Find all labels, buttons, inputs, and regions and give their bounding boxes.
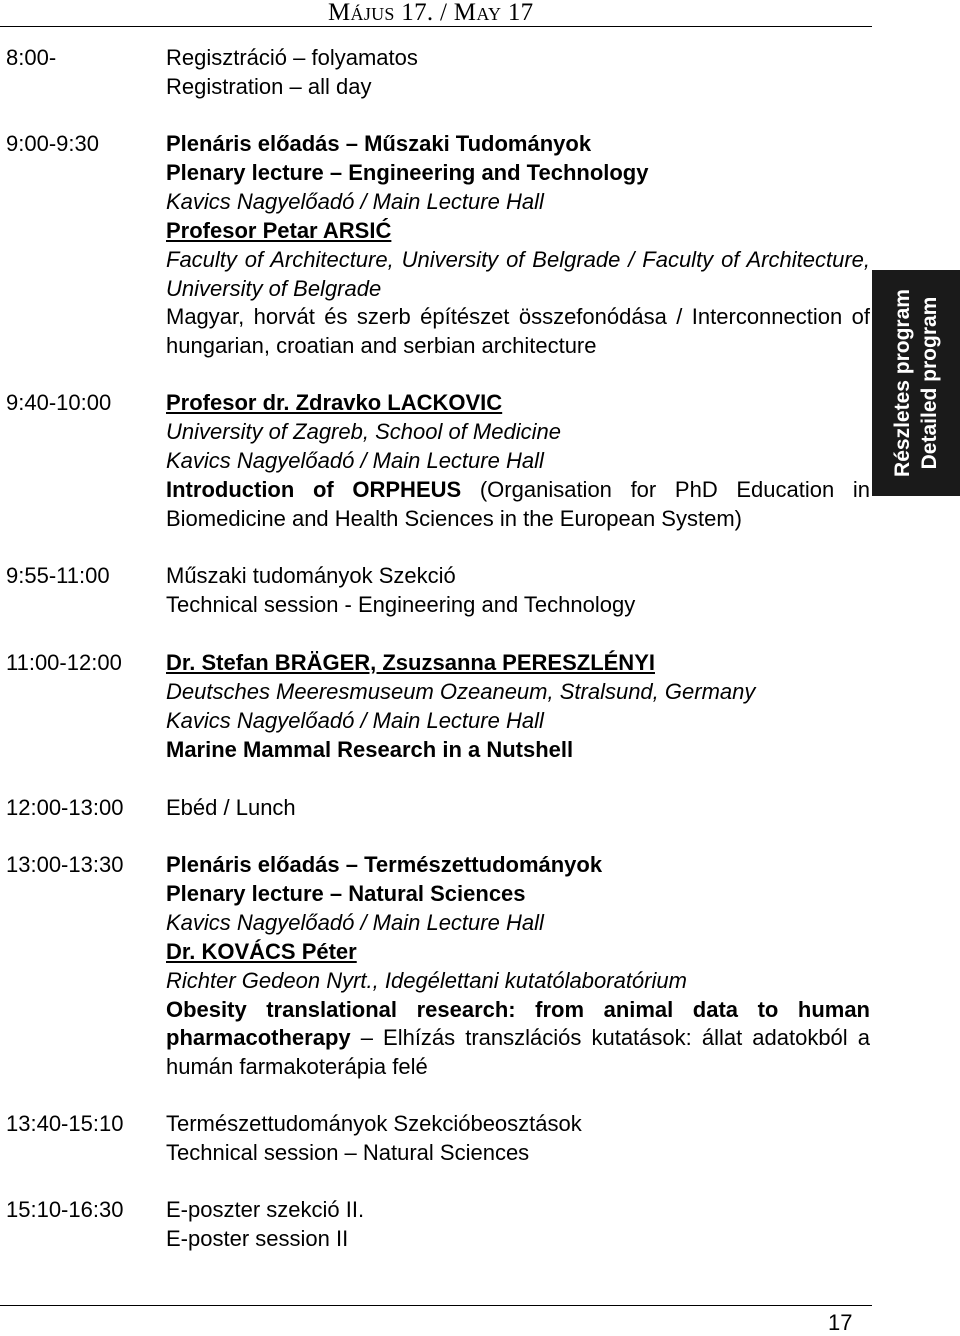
entry-time: 8:00-	[6, 45, 57, 70]
entry-line: Plenary lecture – Engineering and Technology	[166, 159, 649, 185]
entry-line: E-poszter szekció II.	[166, 1197, 365, 1222]
entry-details	[166, 649, 870, 765]
entry-line: Regisztráció – folyamatos	[166, 45, 418, 70]
entry-time: 9:00-9:30	[6, 131, 99, 156]
page-number: 17	[828, 1310, 853, 1335]
entry-line: E-poster session II	[166, 1225, 349, 1251]
entry-line: Dr. Stefan BRÄGER, Zsuzsanna PERESZLÉNYI	[166, 650, 655, 675]
entry-time: 9:40-10:00	[6, 390, 112, 415]
entry-line-segment: (Organisation for PhD Education in Biomedicine and Health Sciences in the European System)	[166, 476, 870, 531]
entry-time: 15:10-16:30	[6, 1197, 124, 1222]
entry-line: Richter Gedeon Nyrt., Idegélettani kutatólaboratórium	[166, 967, 687, 993]
entry-line: Kavics Nagyelőadó / Main Lecture Hall	[166, 909, 544, 935]
entry-line: Ebéd / Lunch	[166, 795, 296, 820]
entry-details	[166, 794, 870, 823]
entry-line-segment: Obesity translational research: from animal data to human pharmacotherapy	[166, 996, 870, 1051]
side-tab-label	[889, 270, 943, 496]
entry-line: Kavics Nagyelőadó / Main Lecture Hall	[166, 188, 544, 214]
entry-line: Kavics Nagyelőadó / Main Lecture Hall	[166, 447, 544, 473]
entry-time: 11:00-12:00	[6, 650, 122, 675]
entry-details	[166, 44, 870, 102]
side-tab-label-hungarian: Részletes program	[891, 289, 914, 477]
entry-line: Faculty of Architecture, University of Belgrade / Faculty of Architecture, University of Belgrade	[166, 246, 870, 301]
entry-line: Technical session – Natural Sciences	[166, 1139, 530, 1165]
entry-line: Deutsches Meeresmuseum Ozeaneum, Stralsund, Germany	[166, 678, 756, 704]
entry-time: 12:00-13:00	[6, 795, 124, 820]
entry-details	[166, 389, 870, 534]
entry-line: University of Zagreb, School of Medicine	[166, 418, 561, 444]
entry-details	[166, 562, 870, 620]
entry-line-segment: – Elhízás transzlációs kutatások: állat adatokból a humán farmakoterápia felé	[166, 1025, 870, 1080]
entry-line: Dr. KOVÁCS Péter	[166, 938, 357, 964]
entry-line: Magyar, horvát és szerb építészet összefonódása / Interconnection of hungarian, croatian and serbian architecture	[166, 304, 870, 359]
header-date-title: Május 17. / May 17	[328, 0, 534, 26]
entry-details	[166, 851, 870, 1082]
entry-details	[166, 1196, 870, 1254]
entry-details	[166, 1110, 870, 1168]
entry-line: Marine Mammal Research in a Nutshell	[166, 736, 574, 762]
entry-line: Profesor dr. Zdravko LACKOVIC	[166, 390, 503, 415]
entry-line: Természettudományok Szekcióbeosztások	[166, 1111, 582, 1136]
entry-line: Profesor Petar ARSIĆ	[166, 217, 392, 243]
entry-line: Műszaki tudományok Szekció	[166, 563, 456, 588]
entry-line	[166, 476, 870, 534]
side-tab-label-english: Detailed program	[918, 296, 941, 470]
entry-details	[166, 130, 870, 361]
side-tab	[872, 270, 960, 496]
entry-line-segment: Introduction of ORPHEUS	[166, 476, 462, 502]
entry-line: Technical session - Engineering and Technology	[166, 591, 636, 617]
entry-time: 9:55-11:00	[6, 563, 110, 588]
entry-line: Plenáris előadás – Műszaki Tudományok	[166, 131, 592, 156]
entry-line: Kavics Nagyelőadó / Main Lecture Hall	[166, 707, 544, 733]
entry-line	[166, 996, 870, 1083]
entry-time: 13:40-15:10	[6, 1111, 124, 1136]
entry-time: 13:00-13:30	[6, 852, 124, 877]
footer-divider	[0, 1305, 872, 1306]
entry-line: Plenary lecture – Natural Sciences	[166, 880, 526, 906]
entry-line: Registration – all day	[166, 73, 372, 99]
entry-line: Plenáris előadás – Természettudományok	[166, 852, 603, 877]
